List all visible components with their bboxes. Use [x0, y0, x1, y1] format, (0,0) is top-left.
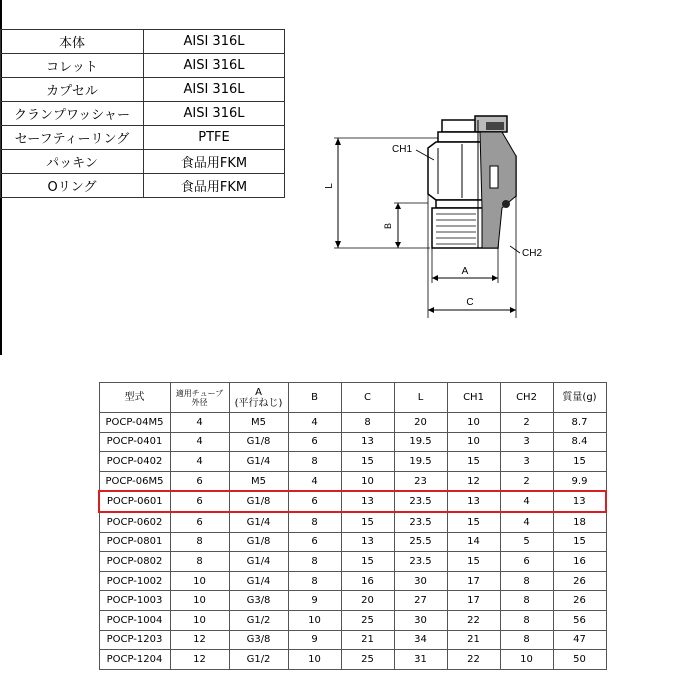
spec-cell: 25.5 [394, 532, 447, 552]
spec-cell: 31 [394, 650, 447, 670]
spec-row [99, 650, 606, 670]
spec-header-cell: C [341, 383, 394, 413]
spec-cell: 23.5 [394, 512, 447, 532]
spec-cell: 12 [170, 650, 229, 670]
spec-cell: 5 [500, 532, 553, 552]
spec-cell: 6 [288, 491, 341, 512]
spec-cell: 13 [447, 491, 500, 512]
ch1-label: CH1 [392, 144, 413, 155]
spec-cell: 15 [553, 452, 606, 472]
spec-cell: 10 [288, 650, 341, 670]
spec-cell: 15 [341, 552, 394, 572]
spec-cell: 18 [553, 512, 606, 532]
spec-cell: 8 [500, 591, 553, 611]
spec-row [99, 532, 606, 552]
spec-cell: 16 [341, 571, 394, 591]
material-part-cell: 本体 [1, 30, 144, 54]
spec-cell: 8 [500, 571, 553, 591]
spec-cell: 10 [500, 650, 553, 670]
spec-cell: 21 [447, 630, 500, 650]
spec-cell: 6 [288, 532, 341, 552]
spec-cell: 56 [553, 610, 606, 630]
material-row [1, 54, 285, 78]
spec-cell: 9 [288, 630, 341, 650]
spec-cell: 13 [341, 491, 394, 512]
material-row [1, 102, 285, 126]
spec-cell: 4 [288, 413, 341, 433]
spec-row [99, 591, 606, 611]
spec-cell: 22 [447, 610, 500, 630]
material-row [1, 126, 285, 150]
spec-cell: 15 [447, 552, 500, 572]
spec-cell: POCP-0602 [99, 512, 170, 532]
spec-cell: 30 [394, 571, 447, 591]
dim-c-label: C [466, 297, 474, 308]
spec-cell: 27 [394, 591, 447, 611]
spec-row [99, 432, 606, 452]
material-row [1, 78, 285, 102]
spec-cell: 9 [288, 591, 341, 611]
spec-cell: 19.5 [394, 432, 447, 452]
spec-row [99, 610, 606, 630]
spec-cell: 30 [394, 610, 447, 630]
material-part-cell: パッキン [1, 150, 144, 174]
material-row [1, 174, 285, 198]
spec-cell: 8 [170, 532, 229, 552]
spec-cell: 25 [341, 650, 394, 670]
material-row [1, 150, 285, 174]
spec-cell: 25 [341, 610, 394, 630]
spec-cell: 21 [341, 630, 394, 650]
material-value-cell: AISI 316L [144, 30, 285, 54]
spec-cell: POCP-0802 [99, 552, 170, 572]
spec-cell: G1/4 [229, 452, 288, 472]
spec-cell: G1/4 [229, 571, 288, 591]
spec-cell: G1/4 [229, 552, 288, 572]
spec-header-cell: L [394, 383, 447, 413]
spec-row [99, 571, 606, 591]
spec-cell: 26 [553, 571, 606, 591]
spec-cell: 10 [170, 591, 229, 611]
spec-cell: M5 [229, 413, 288, 433]
material-value-cell: AISI 316L [144, 78, 285, 102]
spec-cell: 4 [170, 413, 229, 433]
spec-cell: POCP-0601 [99, 491, 170, 512]
spec-cell: POCP-0801 [99, 532, 170, 552]
spec-cell: 9.9 [553, 471, 606, 491]
spec-row [99, 452, 606, 472]
spec-header-cell: CH2 [500, 383, 553, 413]
spec-cell: 6 [170, 491, 229, 512]
spec-cell: 20 [394, 413, 447, 433]
spec-row [99, 471, 606, 491]
spec-cell: 2 [500, 471, 553, 491]
spec-cell: 17 [447, 591, 500, 611]
spec-header-cell: 適用チューブ 外径 [170, 383, 229, 413]
dim-l-label: L [324, 183, 335, 189]
material-part-cell: セーフティーリング [1, 126, 144, 150]
spec-header-cell: 質量(g) [553, 383, 606, 413]
material-value-cell: 食品用FKM [144, 150, 285, 174]
spec-cell: 22 [447, 650, 500, 670]
spec-cell: 8.7 [553, 413, 606, 433]
spec-cell: POCP-1203 [99, 630, 170, 650]
spec-cell: G1/4 [229, 512, 288, 532]
spec-header-cell: CH1 [447, 383, 500, 413]
spec-cell: G1/8 [229, 532, 288, 552]
spec-cell: 12 [170, 630, 229, 650]
spec-row [99, 552, 606, 572]
spec-cell: 47 [553, 630, 606, 650]
spec-cell: 10 [447, 432, 500, 452]
spec-cell: POCP-1204 [99, 650, 170, 670]
spec-cell: G3/8 [229, 630, 288, 650]
spec-row-highlighted [99, 491, 606, 512]
spec-header-cell: A (平行ねじ) [229, 383, 288, 413]
spec-cell: 10 [341, 471, 394, 491]
spec-cell: 23.5 [394, 552, 447, 572]
spec-cell: G1/2 [229, 610, 288, 630]
spec-cell: 19.5 [394, 452, 447, 472]
material-value-cell: 食品用FKM [144, 174, 285, 198]
spec-cell: 8 [170, 552, 229, 572]
dim-a-label: A [461, 266, 469, 277]
spec-cell: 23 [394, 471, 447, 491]
spec-cell: 10 [170, 610, 229, 630]
spec-cell: 2 [500, 413, 553, 433]
fitting-section [478, 120, 516, 248]
spec-cell: 8 [288, 512, 341, 532]
spec-cell: 4 [170, 432, 229, 452]
material-value-cell: AISI 316L [144, 54, 285, 78]
material-value-cell: PTFE [144, 126, 285, 150]
spec-cell: 15 [447, 512, 500, 532]
spec-cell: 13 [341, 432, 394, 452]
spec-cell: 4 [170, 452, 229, 472]
spec-cell: 6 [170, 512, 229, 532]
spec-cell: 4 [500, 491, 553, 512]
spec-row [99, 413, 606, 433]
spec-cell: POCP-1004 [99, 610, 170, 630]
spec-cell: 23.5 [394, 491, 447, 512]
spec-cell: 50 [553, 650, 606, 670]
spec-cell: 34 [394, 630, 447, 650]
spec-cell: 8 [288, 452, 341, 472]
spec-cell: 10 [170, 571, 229, 591]
spec-cell: M5 [229, 471, 288, 491]
ch2-label: CH2 [522, 248, 543, 259]
spec-cell: G1/8 [229, 491, 288, 512]
spec-table [98, 382, 607, 670]
material-table [0, 29, 285, 198]
spec-cell: 8 [341, 413, 394, 433]
material-part-cell: コレット [1, 54, 144, 78]
spec-cell: 8 [288, 571, 341, 591]
spec-cell: 10 [447, 413, 500, 433]
material-part-cell: Oリング [1, 174, 144, 198]
spec-cell: POCP-04M5 [99, 413, 170, 433]
spec-cell: 6 [500, 552, 553, 572]
spec-cell: 15 [341, 452, 394, 472]
spec-cell: 4 [500, 512, 553, 532]
spec-header-cell: B [288, 383, 341, 413]
spec-cell: 15 [447, 452, 500, 472]
spec-cell: 12 [447, 471, 500, 491]
spec-cell: POCP-1003 [99, 591, 170, 611]
fitting-dimension-drawing [320, 108, 560, 328]
material-part-cell: クランプワッシャー [1, 102, 144, 126]
spec-cell: 15 [341, 512, 394, 532]
spec-cell: 3 [500, 452, 553, 472]
spec-cell: 14 [447, 532, 500, 552]
spec-row [99, 512, 606, 532]
material-value-cell: AISI 316L [144, 102, 285, 126]
spec-cell: 15 [553, 532, 606, 552]
spec-header-cell: 型式 [99, 383, 170, 413]
material-row [1, 30, 285, 54]
spec-cell: 13 [553, 491, 606, 512]
spec-cell: 8 [500, 630, 553, 650]
spec-row [99, 630, 606, 650]
spec-cell: 8 [500, 610, 553, 630]
spec-cell: G1/8 [229, 432, 288, 452]
spec-cell: 6 [288, 432, 341, 452]
spec-cell: POCP-1002 [99, 571, 170, 591]
spec-cell: 26 [553, 591, 606, 611]
spec-cell: 20 [341, 591, 394, 611]
spec-cell: 10 [288, 610, 341, 630]
spec-cell: 8.4 [553, 432, 606, 452]
spec-cell: G1/2 [229, 650, 288, 670]
spec-cell: 4 [288, 471, 341, 491]
spec-cell: POCP-0401 [99, 432, 170, 452]
spec-cell: 8 [288, 552, 341, 572]
material-part-cell: カプセル [1, 78, 144, 102]
spec-cell: POCP-0402 [99, 452, 170, 472]
spec-cell: 3 [500, 432, 553, 452]
spec-cell: 13 [341, 532, 394, 552]
spec-cell: POCP-06M5 [99, 471, 170, 491]
spec-cell: 16 [553, 552, 606, 572]
spec-cell: G3/8 [229, 591, 288, 611]
spec-cell: 6 [170, 471, 229, 491]
spec-cell: 17 [447, 571, 500, 591]
dim-b-label: B [383, 222, 393, 230]
